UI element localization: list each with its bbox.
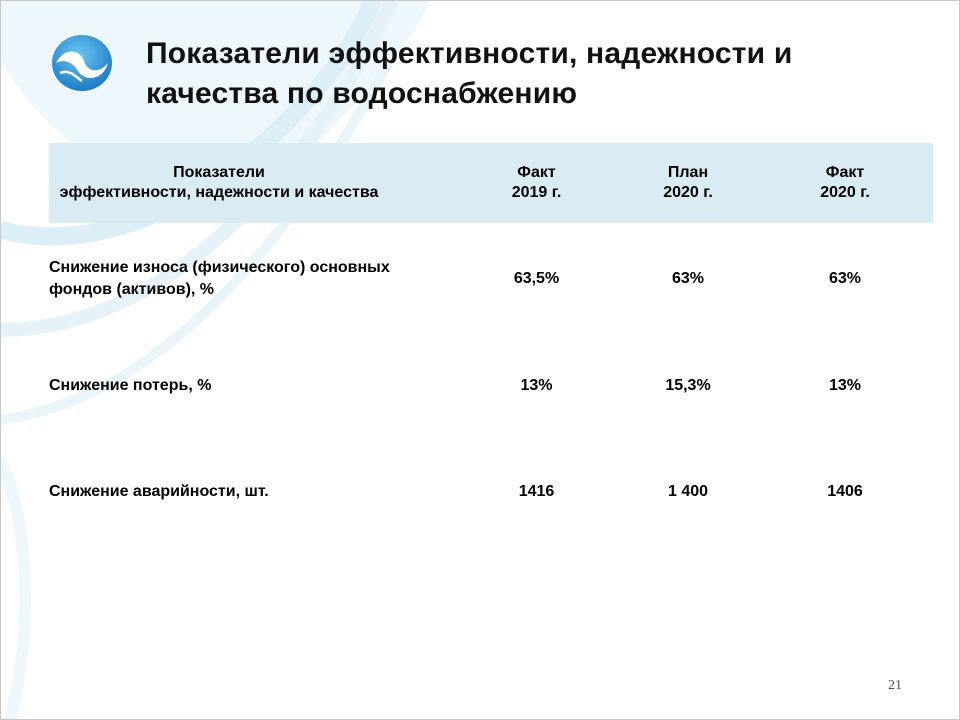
- table-row: [49, 333, 933, 439]
- row-fact-2019: 63,5%: [513, 270, 560, 287]
- table-row: [49, 223, 933, 333]
- row-plan-2020: 1 400: [667, 483, 709, 500]
- header-indicators-label: Показатели эффективности, надежности и качества: [59, 164, 379, 201]
- row-fact-2020: 63%: [828, 270, 862, 287]
- header-plan-2020: План 2020 г.: [619, 143, 757, 223]
- table-row: [49, 439, 933, 545]
- row-fact-2019: 13%: [520, 377, 553, 394]
- header-indicators: [49, 143, 454, 223]
- row-indicator-name: Снижение износа (физического) основных фондов (активов), %: [49, 259, 390, 298]
- header-fact-2019: Факт 2019 г.: [454, 143, 619, 223]
- page-title: Показатели эффективности, надежности и качества по водоснабжению: [146, 37, 793, 110]
- header-fact-2020: Факт 2020 г.: [757, 143, 933, 223]
- table-header-row: [49, 143, 933, 223]
- row-plan-2020: 15,3%: [665, 377, 711, 394]
- row-indicator-name: Снижение потерь, %: [49, 377, 212, 394]
- row-fact-2019: 1416: [518, 483, 555, 500]
- water-wave-logo-icon: [50, 33, 114, 93]
- row-plan-2020: 63%: [671, 270, 705, 287]
- row-fact-2020: 1406: [827, 483, 863, 500]
- row-indicator-name: Снижение аварийности, шт.: [49, 483, 269, 500]
- row-fact-2020: 13%: [828, 377, 862, 394]
- page-number: 21: [888, 678, 902, 693]
- indicators-table: [49, 143, 933, 545]
